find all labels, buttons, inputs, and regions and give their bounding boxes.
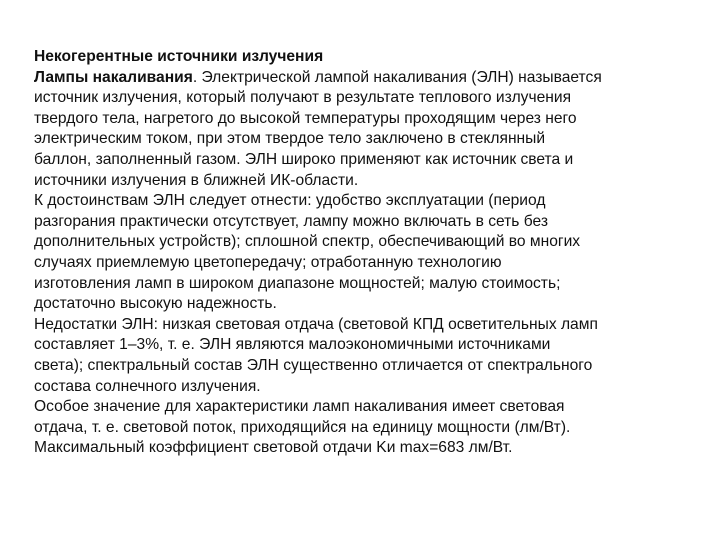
paragraph-line: источник излучения, который получают в результате теплового излучения [34,89,572,107]
paragraph-line: отдача, т. е. световой поток, приходящийся на единицу мощности (лм/Вт). [34,418,571,436]
slide-heading: Некогерентные источники излучения [34,48,324,65]
paragraph-line-text: . Электрической лампой накаливания (ЭЛН) называется [192,68,602,86]
paragraph-line: К достоинствам ЭЛН следует отнести: удобство эксплуатации (период [34,192,546,210]
paragraph-line: случаях приемлемую цветопередачу; отработанную технологию [34,253,502,271]
paragraph-line: Максимальный коэффициент световой отдачи Kи max=683 лм/Вт. [34,439,513,457]
paragraph-line: Недостатки ЭЛН: низкая световая отдача (световой КПД осветительных ламп [34,315,598,333]
paragraph-line: изготовления ламп в широком диапазоне мощностей; малую стоимость; [34,274,561,292]
paragraph-line: твердого тела, нагретого до высокой температуры проходящим через него [34,109,577,127]
paragraph-line [34,68,704,89]
paragraph-line: достаточно высокую надежность. [34,295,277,313]
paragraph-line: дополнительных устройств); сплошной спектр, обеспечивающий во многих [34,233,581,251]
paragraph-line: электрическим током, при этом твердое тело заключено в стеклянный [34,130,546,148]
slide-text-body [34,47,704,459]
paragraph-line: состава солнечного излучения. [34,377,261,395]
paragraph-line: разгорания практически отсутствует, лампу можно включать в сеть без [34,212,548,230]
paragraph-line: составляет 1–3%, т. е. ЭЛН являются малоэкономичными источниками [34,336,551,354]
paragraph-line: Особое значение для характеристики ламп накаливания имеет световая [34,398,565,416]
paragraph-line: источники излучения в ближней ИК-области. [34,171,359,189]
intro-label: Лампы накаливания [34,68,193,86]
paragraph-line: баллон, заполненный газом. ЭЛН широко применяют как источник света и [34,150,574,168]
paragraph-line: света); спектральный состав ЭЛН существенно отличается от спектрального [34,356,593,374]
